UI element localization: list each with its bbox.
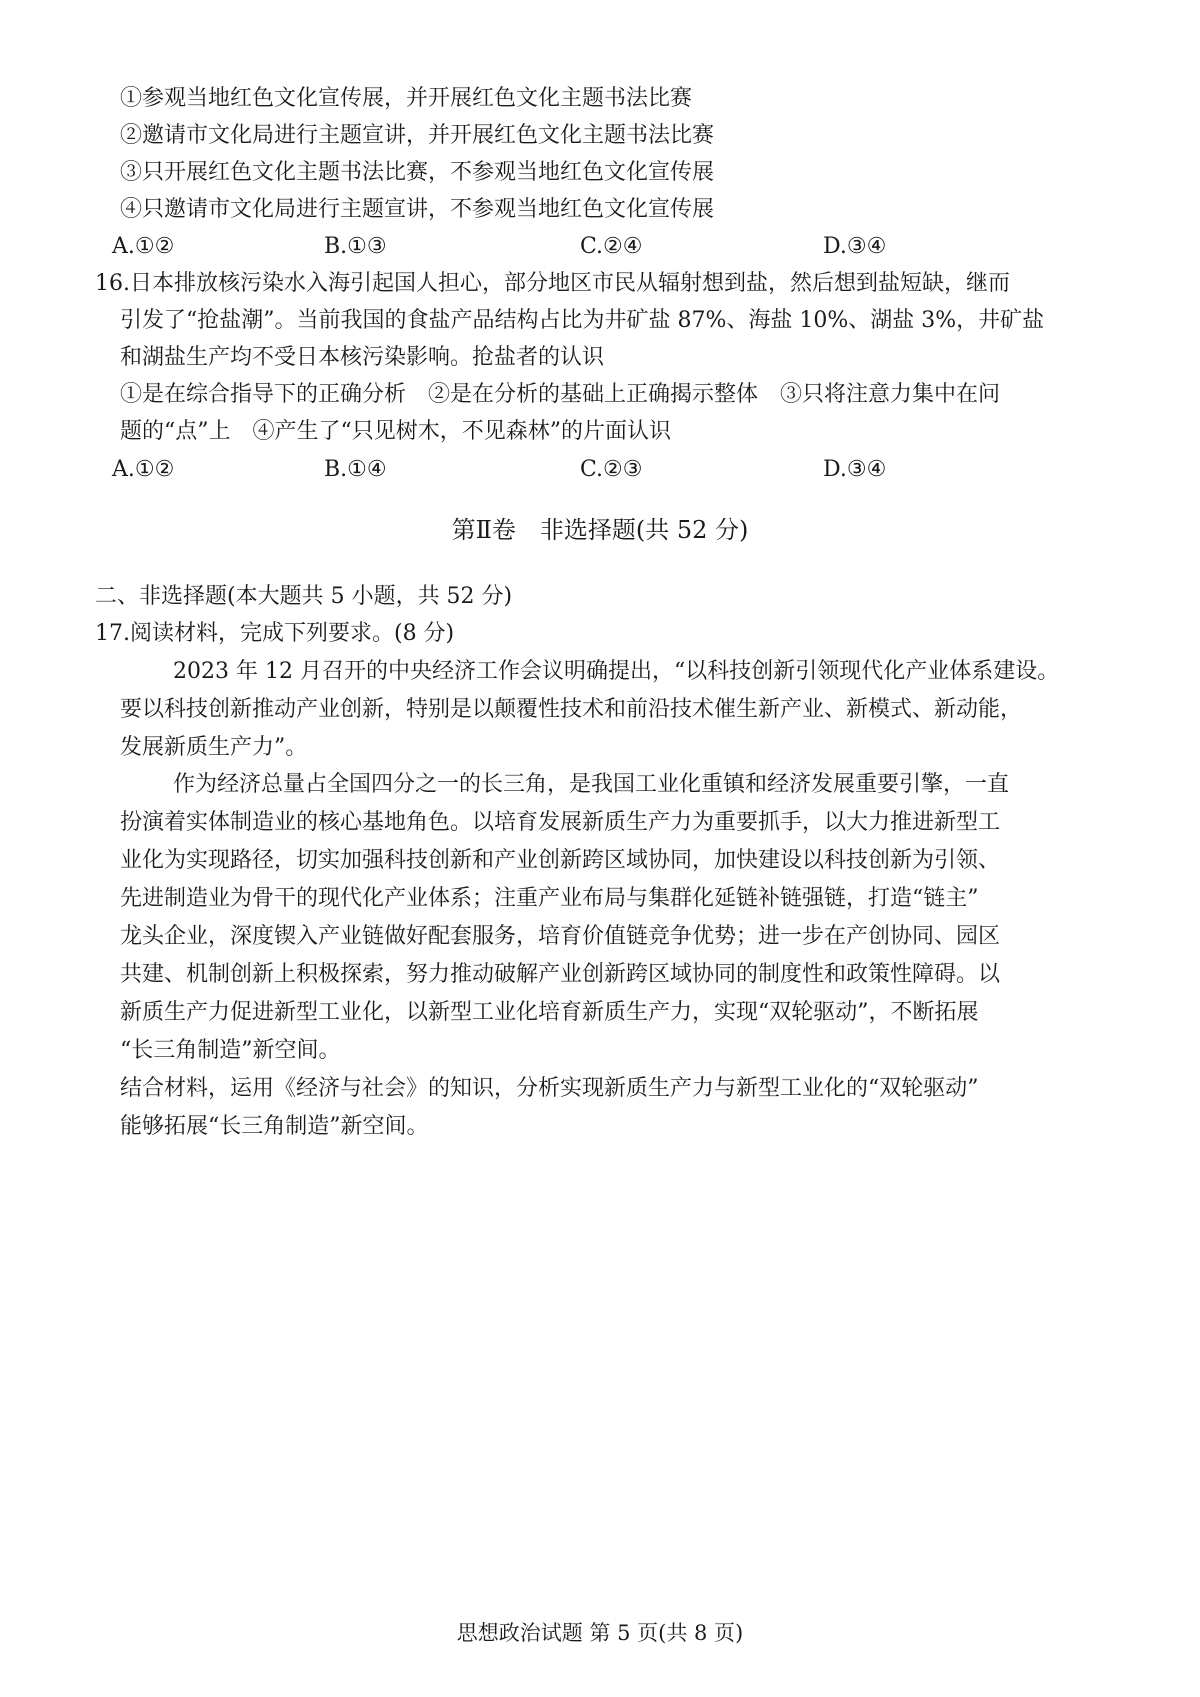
q16-option-a: A.①② (112, 457, 175, 482)
q16-option-d: D.③④ (823, 457, 887, 482)
q15-option-b: B.①③ (324, 234, 387, 259)
q17-para2-line-2: 扮演着实体制造业的核心基地角色。以培育发展新质生产力为重要抓手，以大力推进新型工 (120, 810, 1001, 835)
part2-heading: 二、非选择题(本大题共 5 小题，共 52 分) (95, 584, 513, 609)
q16-line-4: ①是在综合指导下的正确分析 ②是在分析的基础上正确揭示整体 ③只将注意力集中在问 (120, 382, 1001, 407)
q16-line-5: 题的“点”上 ④产生了“只见树木，不见森林”的片面认识 (120, 419, 671, 444)
q15-option-a: A.①② (112, 234, 175, 259)
q15-item-1: ①参观当地红色文化宣传展，并开展红色文化主题书法比赛 (120, 86, 693, 111)
q16-option-b: B.①④ (324, 457, 387, 482)
q15-option-d: D.③④ (823, 234, 887, 259)
page-footer: 思想政治试题 第 5 页(共 8 页) (456, 1621, 744, 1645)
q17-para2-line-1: 作为经济总量占全国四分之一的长三角，是我国工业化重镇和经济发展重要引擎，一直 (173, 772, 1010, 797)
q16-line-1: 16.日本排放核污染水入海引起国人担心，部分地区市民从辐射想到盐，然后想到盐短缺，继而 (95, 271, 1010, 296)
q17-para2-line-6: 共建、机制创新上积极探索，努力推动破解产业创新跨区域协同的制度性和政策性障碍。以 (120, 962, 1001, 987)
q16-line-3: 和湖盐生产均不受日本核污染影响。抢盐者的认识 (120, 345, 605, 370)
q17-para2-line-4: 先进制造业为骨干的现代化产业体系；注重产业布局与集群化延链补链强链，打造“链主” (120, 886, 979, 911)
q17-task-line-1: 结合材料，运用《经济与社会》的知识，分析实现新质生产力与新型工业化的“双轮驱动” (120, 1076, 979, 1101)
q17-para1-line-1: 2023 年 12 月召开的中央经济工作会议明确提出，“以科技创新引领现代化产业体系建设。 (173, 659, 1060, 684)
q17-para2-line-7: 新质生产力促进新型工业化，以新型工业化培育新质生产力，实现“双轮驱动”，不断拓展 (120, 1000, 979, 1025)
q17-stem: 17.阅读材料，完成下列要求。(8 分) (95, 621, 455, 646)
q15-option-c: C.②④ (580, 234, 643, 259)
q17-para2-line-8: “长三角制造”新空间。 (120, 1038, 341, 1063)
part2-title: 第Ⅱ卷 非选择题(共 52 分) (451, 516, 749, 544)
q16-line-2: 引发了“抢盐潮”。当前我国的食盐产品结构占比为井矿盐 87%、海盐 10%、湖盐 3%，井矿盐 (120, 308, 1045, 333)
q15-item-2: ②邀请市文化局进行主题宣讲，并开展红色文化主题书法比赛 (120, 123, 715, 148)
q15-item-3: ③只开展红色文化主题书法比赛，不参观当地红色文化宣传展 (120, 160, 715, 185)
q17-para2-line-5: 龙头企业，深度锲入产业链做好配套服务，培育价值链竞争优势；进一步在产创协同、园区 (120, 924, 1001, 949)
q15-item-4: ④只邀请市文化局进行主题宣讲，不参观当地红色文化宣传展 (120, 197, 715, 222)
q16-option-c: C.②③ (580, 457, 643, 482)
q17-task-line-2: 能够拓展“长三角制造”新空间。 (120, 1114, 429, 1139)
q17-para1-line-2: 要以科技创新推动产业创新，特别是以颠覆性技术和前沿技术催生新产业、新模式、新动能， (120, 697, 1023, 722)
q17-para1-line-3: 发展新质生产力”。 (120, 735, 308, 760)
q17-para2-line-3: 业化为实现路径，切实加强科技创新和产业创新跨区域协同，加快建设以科技创新为引领、 (120, 848, 1001, 873)
